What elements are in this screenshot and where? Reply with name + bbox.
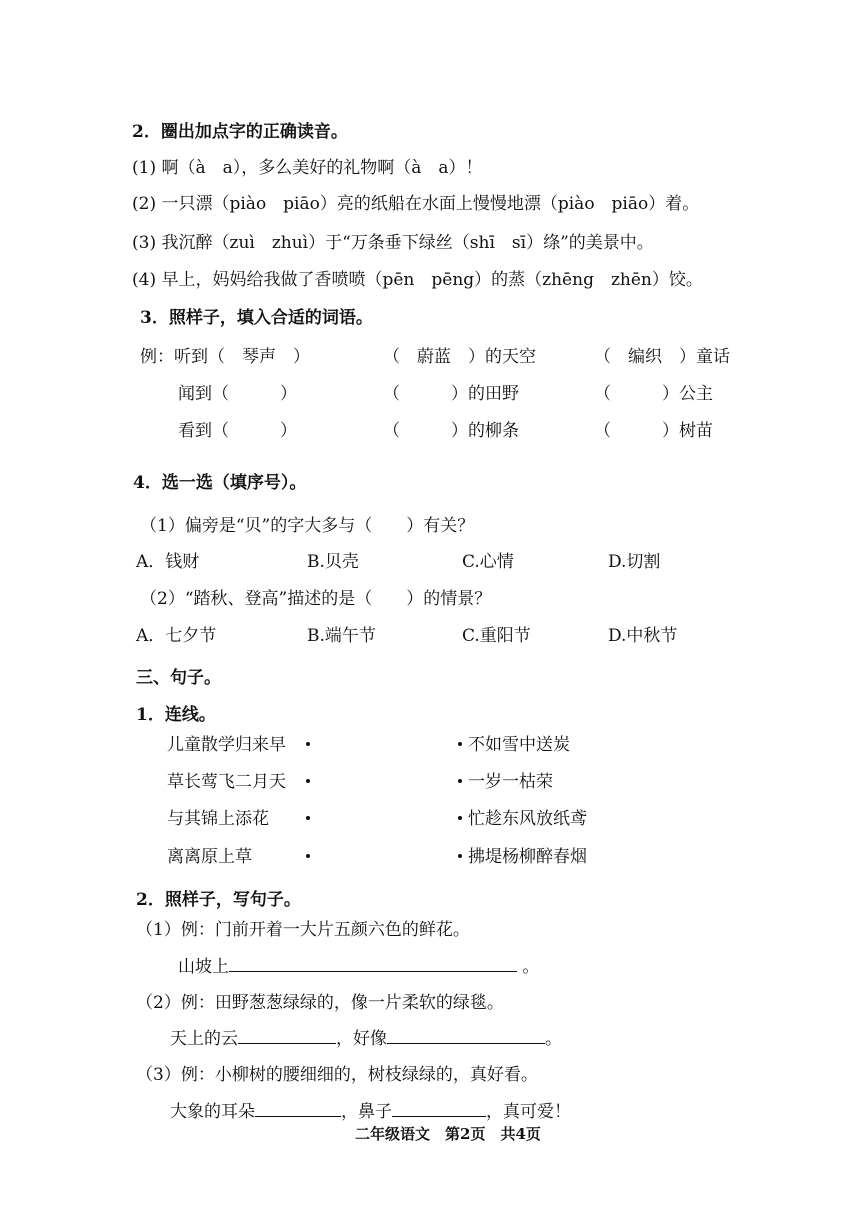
match-left-4: 离离原上草 xyxy=(167,847,252,867)
q2-item-3: (3) 我沉醉（zuì zhuì）于“万条垂下绿丝（shī sī）绦”的美景中。 xyxy=(132,233,654,253)
match-dot-left-3[interactable] xyxy=(306,816,310,820)
q3-row2-col3: （ ）公主 xyxy=(594,384,713,404)
q2-item-4: (4) 早上，妈妈给我做了香喷喷（pēn pēng）的蒸（zhēng zhēn）饺。 xyxy=(132,270,703,290)
sentence-1-prefix: 山坡上 xyxy=(178,957,229,977)
q4-question-2: （2）“踏秋、登高”描述的是（ ）的情景？ xyxy=(140,589,492,609)
q2-title: 2．圈出加点字的正确读音。 xyxy=(132,122,348,142)
sentence-3-end: ，真可爱！ xyxy=(486,1102,571,1122)
match-right-4: 拂堤杨柳醉春烟 xyxy=(468,847,587,867)
match-dot-right-3[interactable] xyxy=(458,816,462,820)
section3-title: 三、句子。 xyxy=(136,668,221,688)
answer-blank-3a[interactable] xyxy=(255,1098,341,1117)
section3-q1-title: 1．连线。 xyxy=(136,705,216,725)
sentence-3-part-b: ，鼻子 xyxy=(341,1102,392,1122)
q3-title: 3．照样子，填入合适的词语。 xyxy=(140,308,373,328)
page-footer: 二年级语文 第2页 共4页 xyxy=(355,1125,541,1143)
q3-row3-col3: （ ）树苗 xyxy=(594,421,713,441)
q3-row2-col2: （ ）的田野 xyxy=(383,384,519,404)
match-left-2: 草长莺飞二月天 xyxy=(167,772,286,792)
q4-q2-option-d: D.中秋节 xyxy=(608,626,678,646)
q4-q2-option-b: B.端午节 xyxy=(307,626,376,646)
sentence-answer-1 xyxy=(178,952,539,977)
match-left-1: 儿童散学归来早 xyxy=(167,735,286,755)
answer-blank-1[interactable] xyxy=(229,953,517,972)
answer-blank-2b[interactable] xyxy=(387,1025,545,1044)
q4-q1-option-a: A．钱财 xyxy=(136,552,200,572)
answer-blank-2a[interactable] xyxy=(238,1025,336,1044)
answer-blank-3b[interactable] xyxy=(392,1098,486,1117)
q2-item-1: (1) 啊（à a），多么美好的礼物啊（à a）！ xyxy=(132,158,483,178)
q4-q1-option-b: B.贝壳 xyxy=(307,552,359,572)
match-dot-right-4[interactable] xyxy=(458,854,462,858)
match-dot-right-1[interactable] xyxy=(458,742,462,746)
section3-q2-title: 2．照样子，写句子。 xyxy=(136,890,301,910)
match-dot-left-1[interactable] xyxy=(306,742,310,746)
q3-row2-col1: 闻到（ ） xyxy=(178,384,297,404)
sentence-2-end: 。 xyxy=(545,1029,562,1049)
q4-q2-option-a: A．七夕节 xyxy=(136,626,217,646)
sentence-2-part-b: ，好像 xyxy=(336,1029,387,1049)
q3-row1-col3: （ 编织 ）童话 xyxy=(594,347,730,367)
match-dot-left-4[interactable] xyxy=(306,854,310,858)
q4-title: 4．选一选（填序号）。 xyxy=(133,473,307,493)
q4-q2-option-c: C.重阳节 xyxy=(462,626,531,646)
match-dot-right-2[interactable] xyxy=(458,779,462,783)
q3-row3-col1: 看到（ ） xyxy=(178,421,297,441)
match-right-3: 忙趁东风放纸鸢 xyxy=(468,809,587,829)
sentence-answer-2 xyxy=(170,1024,562,1049)
q3-row1-col2: （ 蔚蓝 ）的天空 xyxy=(383,347,536,367)
sentence-2-part-a: 天上的云 xyxy=(170,1029,238,1049)
q4-q1-option-d: D.切割 xyxy=(608,552,661,572)
sentence-3-part-a: 大象的耳朵 xyxy=(170,1102,255,1122)
match-dot-left-2[interactable] xyxy=(306,779,310,783)
sentence-example-1: （1）例：门前开着一大片五颜六色的鲜花。 xyxy=(136,920,470,940)
q4-question-1: （1）偏旁是“贝”的字大多与（ ）有关？ xyxy=(140,516,475,536)
match-right-1: 不如雪中送炭 xyxy=(468,735,570,755)
sentence-answer-3 xyxy=(170,1097,571,1122)
sentence-example-3: （3）例：小柳树的腰细细的，树枝绿绿的，真好看。 xyxy=(136,1065,538,1085)
sentence-example-2: （2）例：田野葱葱绿绿的，像一片柔软的绿毯。 xyxy=(136,993,504,1013)
q3-row1-col1: 例：听到（ 琴声 ） xyxy=(140,347,310,367)
sentence-1-end: 。 xyxy=(522,957,540,977)
q2-item-2: (2) 一只漂（piào piāo）亮的纸船在水面上慢慢地漂（piào piāo）着。 xyxy=(132,194,700,214)
q4-q1-option-c: C.心情 xyxy=(462,552,514,572)
q3-row3-col2: （ ）的柳条 xyxy=(383,421,519,441)
match-right-2: 一岁一枯荣 xyxy=(468,772,553,792)
match-left-3: 与其锦上添花 xyxy=(167,809,269,829)
